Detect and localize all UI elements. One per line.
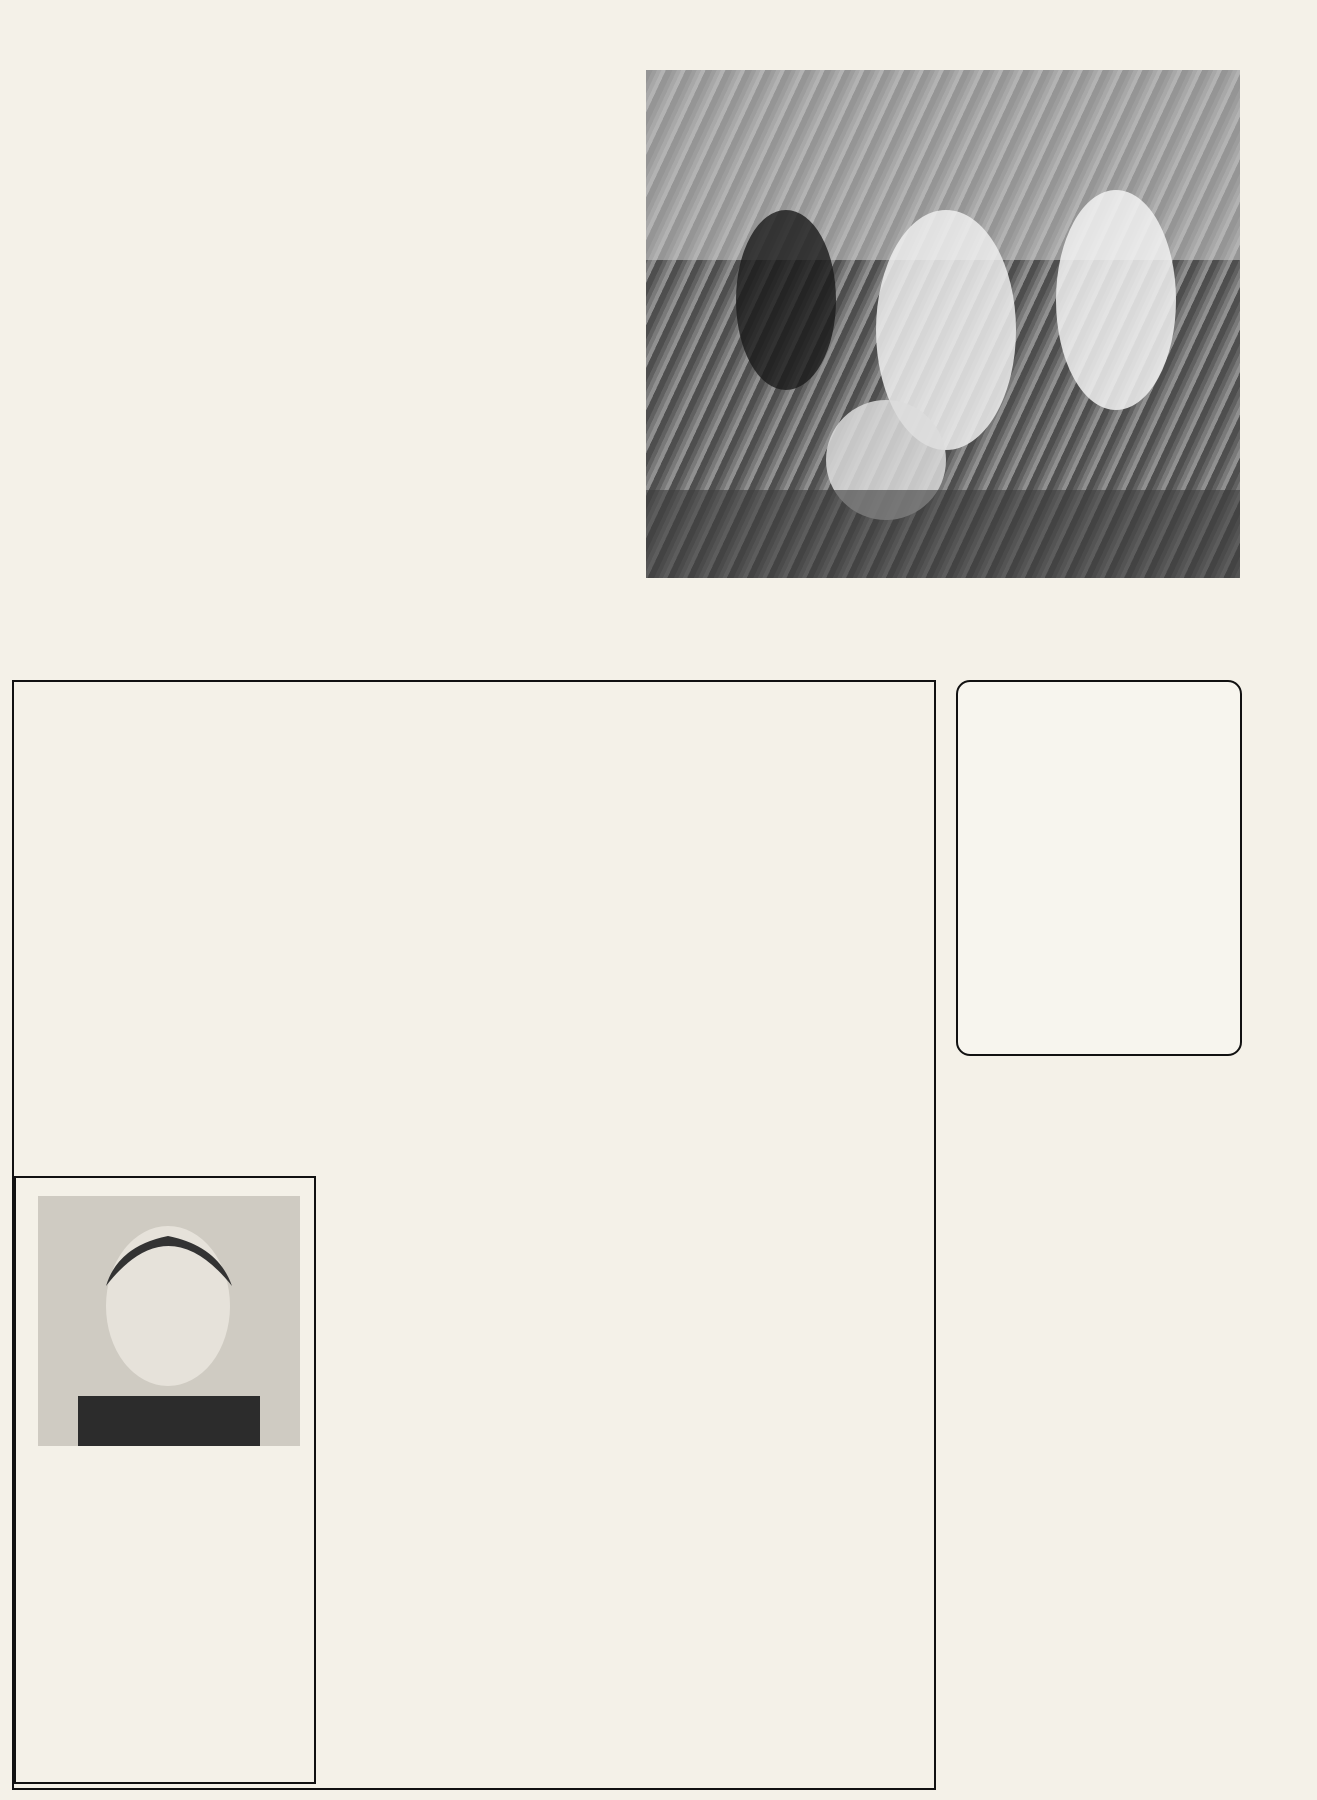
player-photo <box>38 1196 300 1446</box>
bundesliga-box <box>956 680 1242 1056</box>
player-of-week-box <box>14 1176 316 1784</box>
article2-column-2 <box>334 858 636 862</box>
bundesliga-results <box>936 1080 1238 1092</box>
match-photo <box>646 70 1240 578</box>
